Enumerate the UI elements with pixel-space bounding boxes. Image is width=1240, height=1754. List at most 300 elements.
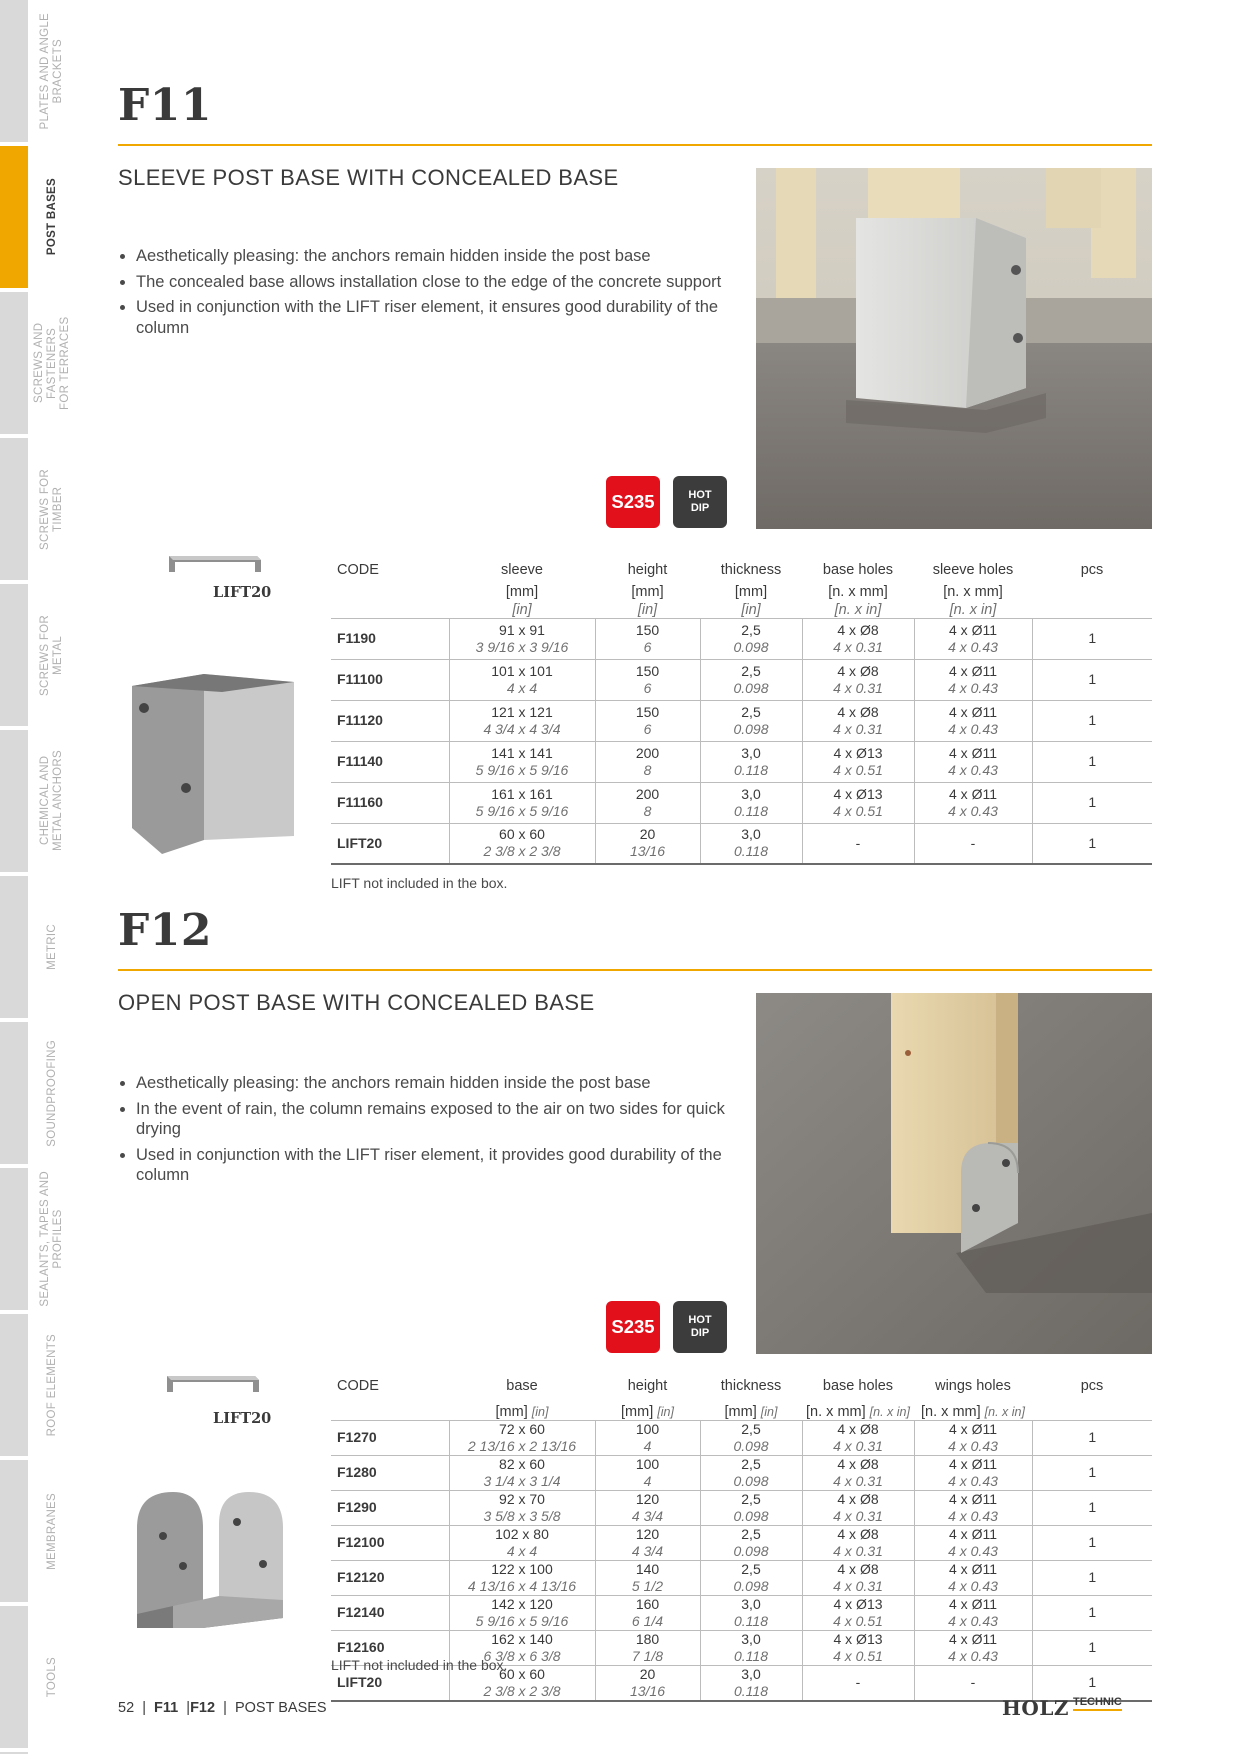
value-in: 8: [643, 761, 652, 778]
col-header: sleeve holes: [932, 562, 1014, 578]
value-mm: 4 x Ø13: [833, 785, 883, 802]
sidebar-tab-text: METRIC: [45, 924, 58, 970]
sidebar-tab-label[interactable]: [32, 438, 72, 580]
unit-in: [n. x in]: [949, 601, 997, 618]
value-mm: 92 x 70: [499, 1490, 545, 1507]
pcs-value: 1: [1032, 782, 1152, 823]
value-mm: -: [855, 1674, 861, 1690]
table-cell: [595, 1490, 700, 1525]
table-cell: [802, 1560, 914, 1595]
footer-section: POST BASES: [234, 1700, 327, 1716]
sidebar-tab-label[interactable]: [32, 146, 72, 288]
value-in: 4 x 0.31: [833, 1542, 883, 1559]
table-cell: [449, 1490, 595, 1525]
sidebar-tab-label[interactable]: [32, 0, 72, 142]
value-mm: 4 x Ø11: [949, 1560, 997, 1577]
unit-mm: [n. x mm]: [828, 584, 888, 600]
f12-bullet-list: [118, 1073, 756, 1191]
unit-in: [n. x in]: [834, 601, 882, 618]
table-row: [331, 1420, 1152, 1455]
product-code: LIFT20: [331, 823, 449, 864]
value-in: 4 x 0.43: [948, 1612, 998, 1629]
value-mm: 120: [635, 1525, 660, 1542]
table-cell: [700, 700, 802, 741]
col-header: thickness: [720, 562, 782, 578]
unit-cell: [n. x mm] [n. x in]: [921, 1403, 1025, 1420]
value-in: 4 x 4: [506, 1542, 538, 1559]
bullet-item: • Used in conjunction with the LIFT riser element, it provides good durability of the column: [136, 1145, 756, 1186]
value-mm: 141 x 141: [491, 744, 553, 761]
table-cell: [449, 1560, 595, 1595]
value-mm: 101 x 101: [491, 662, 553, 679]
product-code: F1280: [331, 1455, 449, 1490]
table-cell: [449, 1420, 595, 1455]
sidebar-tab-text: TOOLS: [45, 1656, 58, 1698]
pcs-value: 1: [1032, 618, 1152, 659]
table-row: [331, 659, 1152, 700]
table-cell: [914, 659, 1032, 700]
table-cell: [595, 782, 700, 823]
value-mm: 4 x Ø11: [949, 744, 997, 761]
holz-technic-logo: [1002, 1696, 1122, 1720]
table-cell: [700, 618, 802, 659]
value-in: 4 x 0.31: [833, 1507, 883, 1524]
table-cell: [914, 1455, 1032, 1490]
s235-steel-badge: S235: [606, 1301, 660, 1353]
sidebar-tab[interactable]: [0, 1606, 28, 1752]
table-cell: [914, 1420, 1032, 1455]
value-in: 5 9/16 x 5 9/16: [475, 802, 569, 819]
sidebar-tab-label[interactable]: [32, 1168, 72, 1310]
col-header: wings holes: [935, 1378, 1011, 1394]
product-code: F1190: [331, 618, 449, 659]
f11-product-photo: [756, 168, 1152, 529]
sidebar-tab-label[interactable]: [32, 292, 72, 434]
value-in: 7 1/8: [631, 1647, 664, 1664]
sidebar-tab[interactable]: [0, 438, 28, 584]
value-in: 0.118: [734, 1647, 768, 1664]
value-mm: 4 x Ø11: [949, 785, 997, 802]
table-row: [331, 1595, 1152, 1630]
value-in: 2 13/16 x 2 13/16: [467, 1437, 577, 1454]
unit-cell: [n. x mm] [n. x in]: [806, 1403, 910, 1420]
value-in: 4 3/4 x 4 3/4: [483, 720, 561, 737]
value-mm: 161 x 161: [491, 785, 553, 802]
s235-steel-badge: S235: [606, 476, 660, 528]
product-code: F12100: [331, 1525, 449, 1560]
table-row: [331, 1560, 1152, 1595]
logo-main: HOLZ: [1002, 1696, 1069, 1720]
value-mm: 72 x 60: [499, 1420, 545, 1437]
value-in: 4 x 0.43: [948, 1647, 998, 1664]
f12-note: LIFT not included in the box.: [331, 1657, 508, 1673]
table-cell: [700, 659, 802, 700]
sidebar-tab[interactable]: [0, 146, 28, 292]
table-cell: [802, 659, 914, 700]
f12-title: F12: [118, 905, 212, 956]
table-cell: [700, 782, 802, 823]
f12-subtitle: OPEN POST BASE WITH CONCEALED BASE: [118, 990, 595, 1015]
lift20-riser-image: [167, 552, 263, 581]
table-cell: [914, 1560, 1032, 1595]
table-cell: [449, 823, 595, 864]
value-mm: 4 x Ø11: [949, 1595, 997, 1612]
pcs-value: 1: [1032, 1630, 1152, 1665]
value-mm: 4 x Ø11: [949, 1525, 997, 1542]
value-in: 4 13/16 x 4 13/16: [467, 1577, 577, 1594]
unit-in: [in]: [637, 601, 658, 618]
value-mm: 150: [635, 662, 660, 679]
value-mm: 102 x 80: [495, 1525, 549, 1542]
table-cell: [802, 618, 914, 659]
value-mm: 4 x Ø11: [949, 662, 997, 679]
table-cell: [802, 1490, 914, 1525]
unit-mm: [mm]: [505, 584, 539, 600]
table-cell: [449, 741, 595, 782]
table-cell: [802, 741, 914, 782]
unit-mm: [mm]: [734, 584, 768, 600]
table-cell: [595, 1665, 700, 1701]
f12-open-base-image: [133, 1488, 293, 1653]
value-in: 0.118: [734, 761, 768, 778]
sidebar-tab[interactable]: [0, 876, 28, 1022]
f11-bullet-list: [118, 246, 756, 343]
table-cell: [700, 1665, 802, 1701]
value-in: 4: [643, 1472, 652, 1489]
value-mm: 2,5: [741, 1490, 761, 1507]
value-in: 4 3/4: [631, 1507, 664, 1524]
value-in: 4 x 0.43: [948, 802, 998, 819]
pcs-value: 1: [1032, 741, 1152, 782]
value-mm: 4 x Ø8: [837, 1420, 879, 1437]
table-row: [331, 823, 1152, 864]
value-mm: 3,0: [741, 826, 761, 843]
col-header: base: [506, 1378, 538, 1394]
value-in: 4 x 0.43: [948, 1472, 998, 1489]
value-mm: 4 x Ø11: [949, 1490, 997, 1507]
f11-note: LIFT not included in the box.: [331, 875, 508, 891]
table-cell: [595, 618, 700, 659]
value-in: 0.098: [733, 1437, 769, 1454]
table-cell: [449, 782, 595, 823]
value-mm: 2,5: [741, 662, 761, 679]
sidebar-tab-text: SOUNDPROOFING: [45, 1039, 58, 1147]
value-mm: 100: [635, 1420, 660, 1437]
product-code: F11140: [331, 741, 449, 782]
value-mm: 4 x Ø8: [837, 662, 879, 679]
f11-title: F11: [118, 80, 212, 131]
table-cell: [595, 1525, 700, 1560]
value-mm: 60 x 60: [499, 1665, 545, 1682]
sidebar-tab-text: MEMBRANES: [45, 1492, 58, 1570]
product-code: F11120: [331, 700, 449, 741]
table-row: [331, 618, 1152, 659]
value-in: 0.098: [733, 1472, 769, 1489]
value-in: 0.118: [734, 843, 768, 860]
bullet-item: • The concealed base allows installation close to the edge of the concrete support: [136, 272, 756, 293]
unit-mm: [mm]: [631, 584, 664, 600]
table-cell: [802, 1665, 914, 1701]
sidebar-tab-text: PLATES AND ANGLE BRACKETS: [39, 12, 64, 130]
table-cell: [449, 1455, 595, 1490]
table-cell: [802, 700, 914, 741]
table-row: [331, 700, 1152, 741]
value-mm: 4 x Ø8: [837, 703, 879, 720]
table-cell: [449, 1525, 595, 1560]
table-cell: [914, 1490, 1032, 1525]
value-in: 4 x 0.43: [948, 761, 998, 778]
product-code: F12140: [331, 1595, 449, 1630]
col-header: CODE: [337, 1378, 379, 1394]
product-code: F12120: [331, 1560, 449, 1595]
sidebar-tab[interactable]: [0, 1022, 28, 1168]
sidebar-tab-label[interactable]: [32, 1606, 72, 1748]
col-header: height: [627, 1378, 668, 1394]
value-in: 4 x 0.43: [948, 638, 998, 655]
bullet-item: • Aesthetically pleasing: the anchors remain hidden inside the post base: [136, 1073, 756, 1094]
hot-dip-badge: HOT DIP: [673, 476, 727, 528]
value-mm: 4 x Ø8: [837, 621, 879, 638]
sidebar-tab[interactable]: [0, 292, 28, 438]
value-in: 2 3/8 x 2 3/8: [483, 1682, 561, 1699]
value-mm: 100: [635, 1455, 660, 1472]
value-mm: 200: [635, 744, 660, 761]
value-mm: 2,5: [741, 1560, 761, 1577]
sidebar-tab-text: POST BASES: [45, 178, 58, 256]
product-code: F1290: [331, 1490, 449, 1525]
product-code: F11160: [331, 782, 449, 823]
value-in: 5 9/16 x 5 9/16: [475, 1612, 569, 1629]
table-cell: [700, 1490, 802, 1525]
value-mm: 121 x 121: [491, 703, 553, 720]
value-in: 4 x 0.43: [948, 1577, 998, 1594]
sidebar-tab-text: SCREWS FOR METAL: [39, 614, 64, 696]
value-in: 4 3/4: [631, 1542, 664, 1559]
table-cell: [595, 1595, 700, 1630]
sidebar-tab-label[interactable]: [32, 876, 72, 1018]
table-cell: [914, 1595, 1032, 1630]
col-header: base holes: [822, 1378, 894, 1394]
pcs-value: 1: [1032, 1420, 1152, 1455]
sidebar-tab[interactable]: [0, 1314, 28, 1460]
value-mm: 162 x 140: [491, 1630, 553, 1647]
product-code: F11100: [331, 659, 449, 700]
table-row: [331, 741, 1152, 782]
table-cell: [700, 1455, 802, 1490]
sidebar-tab-label[interactable]: [32, 1314, 72, 1456]
table-cell: [595, 1630, 700, 1665]
value-in: 0.098: [733, 1542, 769, 1559]
table-cell: [449, 659, 595, 700]
pcs-value: 1: [1032, 1595, 1152, 1630]
value-in: 4 x 0.51: [833, 1612, 883, 1629]
value-in: 4 x 0.43: [948, 1507, 998, 1524]
footer-separator: |: [142, 1700, 146, 1716]
table-cell: [700, 1595, 802, 1630]
value-in: 6: [643, 720, 652, 737]
unit-in: [in]: [512, 601, 532, 618]
col-header: height: [627, 562, 668, 578]
value-mm: 2,5: [741, 621, 761, 638]
table-cell: [700, 1630, 802, 1665]
value-mm: 150: [635, 703, 660, 720]
sidebar-tab[interactable]: [0, 584, 28, 730]
value-mm: 4 x Ø13: [833, 1595, 883, 1612]
value-in: 3 1/4 x 3 1/4: [483, 1472, 561, 1489]
table-cell: [449, 700, 595, 741]
value-mm: 3,0: [741, 744, 761, 761]
page-number: 52: [118, 1700, 135, 1716]
value-in: 4 x 0.31: [833, 679, 883, 696]
pcs-value: 1: [1032, 1560, 1152, 1595]
table-cell: [700, 1525, 802, 1560]
sidebar-tab-text: ROOF ELEMENTS: [45, 1333, 58, 1437]
sidebar-tab-text: SCREWS AND FASTENERS FOR TERRACES: [32, 316, 71, 410]
table-cell: [914, 823, 1032, 864]
value-mm: 200: [635, 785, 660, 802]
value-mm: 4 x Ø11: [949, 703, 997, 720]
value-in: 0.118: [734, 1682, 768, 1699]
bullet-item: • In the event of rain, the column remains exposed to the air on two sides for quick drying: [136, 1099, 756, 1140]
col-header: CODE: [337, 562, 379, 578]
value-mm: 20: [639, 826, 656, 843]
table-cell: [802, 1455, 914, 1490]
pcs-value: 1: [1032, 659, 1152, 700]
bullet-item: • Aesthetically pleasing: the anchors remain hidden inside the post base: [136, 246, 756, 267]
pcs-value: 1: [1032, 1490, 1152, 1525]
value-in: 6: [643, 679, 652, 696]
value-in: 4 x 4: [506, 679, 538, 696]
value-in: 4 x 0.51: [833, 802, 883, 819]
table-row: [331, 1525, 1152, 1560]
footer-f11: F11: [154, 1700, 179, 1716]
footer-separator: |: [223, 1700, 227, 1716]
table-cell: [914, 700, 1032, 741]
table-row: [331, 1490, 1152, 1525]
table-cell: [802, 1525, 914, 1560]
value-mm: 4 x Ø8: [837, 1490, 879, 1507]
value-mm: 140: [635, 1560, 660, 1577]
f11-spec-table: [331, 554, 1152, 865]
table-row: [331, 782, 1152, 823]
col-header: pcs: [1080, 1378, 1104, 1394]
value-in: 5 9/16 x 5 9/16: [475, 761, 569, 778]
value-in: 0.098: [733, 679, 769, 696]
value-mm: 4 x Ø8: [837, 1560, 879, 1577]
value-mm: 3,0: [741, 1665, 761, 1682]
pcs-value: 1: [1032, 1455, 1152, 1490]
bullet-item: • Used in conjunction with the LIFT riser element, it ensures good durability of the column: [136, 297, 756, 338]
value-mm: 4 x Ø8: [837, 1455, 879, 1472]
product-code: LIFT20: [331, 1665, 449, 1701]
product-code: F1270: [331, 1420, 449, 1455]
sidebar-tab[interactable]: [0, 1168, 28, 1314]
table-cell: [802, 1420, 914, 1455]
value-in: 4 x 0.43: [948, 1437, 998, 1454]
f12-rule: [118, 969, 1152, 971]
sidebar-tab-label[interactable]: [32, 1460, 72, 1602]
sidebar-tab-label[interactable]: [32, 1022, 72, 1164]
value-in: 6 3/8 x 6 3/8: [483, 1647, 561, 1664]
value-mm: 20: [639, 1665, 656, 1682]
table-cell: [914, 1630, 1032, 1665]
value-in: 5 1/2: [631, 1577, 664, 1594]
sidebar-tab[interactable]: [0, 1460, 28, 1606]
value-in: 6 1/4: [631, 1612, 664, 1629]
value-mm: 82 x 60: [499, 1455, 545, 1472]
table-cell: [914, 618, 1032, 659]
table-cell: [595, 823, 700, 864]
sidebar-tab-text: SEALANTS, TAPES AND PROFILES: [39, 1171, 64, 1307]
value-mm: 2,5: [741, 1525, 761, 1542]
f11-subtitle: SLEEVE POST BASE WITH CONCEALED BASE: [118, 165, 619, 190]
hot-dip-badge: HOT DIP: [673, 1301, 727, 1353]
unit-cell: [mm] [in]: [724, 1403, 778, 1420]
f11-lift-label: LIFT20: [213, 584, 272, 601]
col-header: base holes: [822, 562, 894, 578]
unit-cell: [mm] [in]: [621, 1403, 674, 1420]
value-in: 0.118: [734, 802, 768, 819]
value-in: 0.098: [733, 638, 769, 655]
value-in: 13/16: [629, 1682, 666, 1699]
value-in: 4 x 0.51: [833, 761, 883, 778]
value-mm: 180: [635, 1630, 660, 1647]
table-cell: [595, 700, 700, 741]
value-in: 4 x 0.43: [948, 720, 998, 737]
table-cell: [802, 823, 914, 864]
unit-cell: [mm] [in]: [495, 1403, 549, 1420]
value-mm: 4 x Ø8: [837, 1525, 879, 1542]
value-in: 4 x 0.31: [833, 720, 883, 737]
value-in: 4 x 0.51: [833, 1647, 883, 1664]
sidebar-tab[interactable]: [0, 0, 28, 146]
value-in: 4: [643, 1437, 652, 1454]
value-mm: 4 x Ø13: [833, 744, 883, 761]
value-mm: 91 x 91: [499, 621, 545, 638]
value-mm: -: [970, 1674, 976, 1690]
pcs-value: 1: [1032, 1665, 1152, 1701]
value-in: 3 5/8 x 3 5/8: [483, 1507, 561, 1524]
value-mm: 160: [635, 1595, 660, 1612]
value-mm: 4 x Ø13: [833, 1630, 883, 1647]
value-in: 6: [643, 638, 652, 655]
sidebar-tab[interactable]: [0, 730, 28, 876]
pcs-value: 1: [1032, 1525, 1152, 1560]
table-cell: [802, 1595, 914, 1630]
value-in: 0.098: [733, 1507, 769, 1524]
value-in: 4 x 0.31: [833, 1472, 883, 1489]
f12-lift-label: LIFT20: [213, 1410, 272, 1427]
table-cell: [914, 1525, 1032, 1560]
col-header: thickness: [720, 1378, 782, 1394]
value-mm: 2,5: [741, 703, 761, 720]
f11-rule: [118, 144, 1152, 146]
sidebar-tab-label[interactable]: [32, 730, 72, 872]
footer-separator: |: [186, 1700, 191, 1716]
lift20-riser-image: [165, 1372, 261, 1401]
table-cell: [700, 1420, 802, 1455]
table-cell: [802, 1630, 914, 1665]
sidebar-tab-label[interactable]: [32, 584, 72, 726]
table-cell: [914, 782, 1032, 823]
footer-f12: F12: [190, 1700, 216, 1716]
value-in: 0.098: [733, 1577, 769, 1594]
page-footer: [118, 1700, 327, 1716]
f12-product-photo: [756, 993, 1152, 1354]
table-cell: [595, 741, 700, 782]
unit-mm: [n. x mm]: [943, 584, 1003, 600]
value-mm: 60 x 60: [499, 826, 545, 843]
